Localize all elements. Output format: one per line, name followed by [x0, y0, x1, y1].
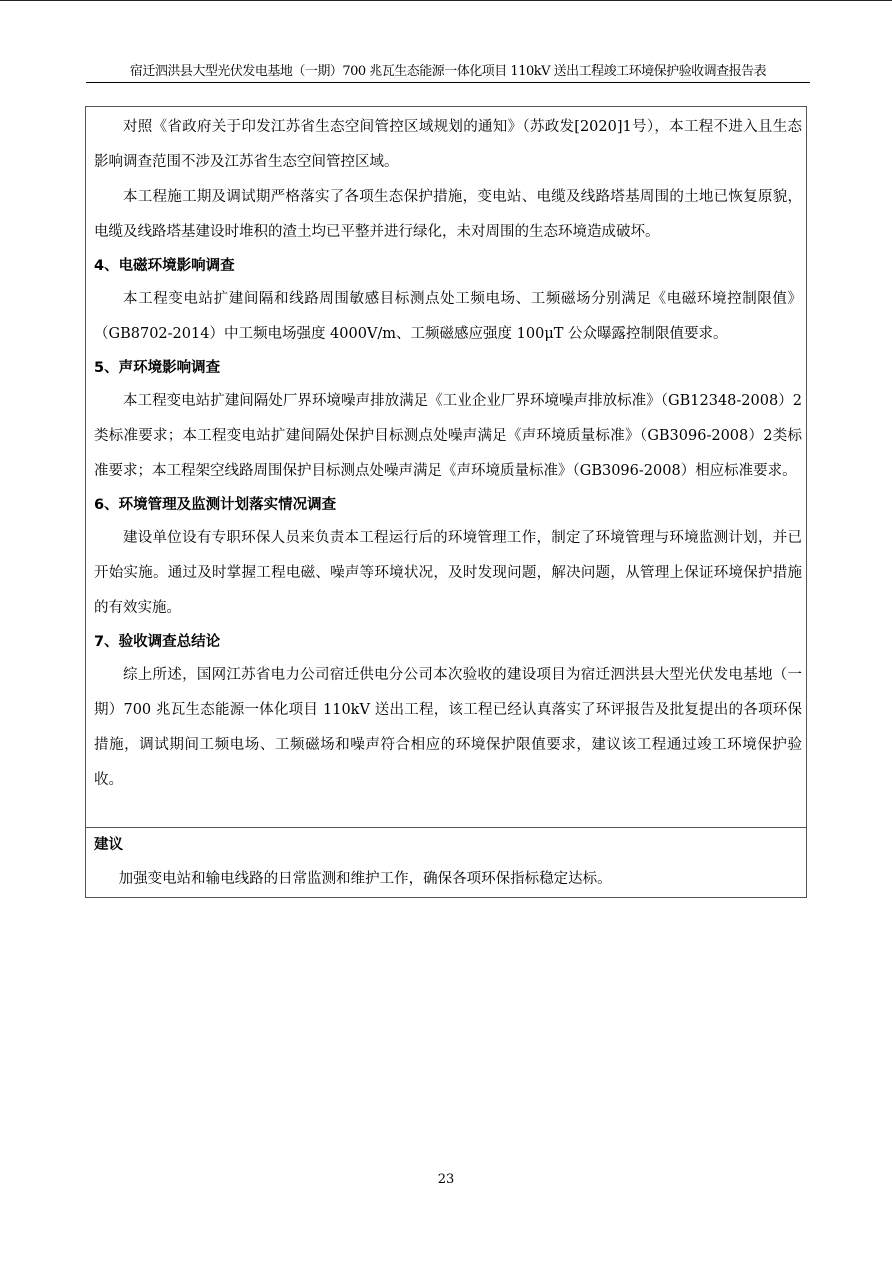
section-5-paragraph: 本工程变电站扩建间隔处厂界环境噪声排放满足《工业企业厂界环境噪声排放标准》（GB12348-2008）2类标准要求；本工程变电站扩建间隔处保护目标测点处噪声满足《声环境质量标准》（GB3096-2008）2类标准要求；本工程架空线路周围保护目标测点处噪声满足《声环境质量标准》（GB3096-2008）相应标准要求。 — [94, 393, 802, 479]
ecology-control-paragraph: 对照《省政府关于印发江苏省生态空间管控区域规划的通知》（苏政发[2020]1号），本工程不进入且生态影响调查范围不涉及江苏省生态空间管控区域。 — [94, 119, 802, 170]
suggestion-section — [94, 830, 802, 898]
header-rule — [86, 82, 810, 83]
section-5-heading: 5、声环境影响调查 — [94, 360, 221, 376]
suggestion-text: 加强变电站和输电线路的日常监测和维护工作，确保各项环保指标稳定达标。 — [118, 871, 612, 887]
ecology-measures-paragraph: 本工程施工期及调试期严格落实了各项生态保护措施，变电站、电缆及线路塔基周围的土地已恢复原貌，电缆及线路塔基建设时堆积的渣土均已平整并进行绿化，未对周围的生态环境造成破坏。 — [94, 189, 802, 240]
report-header-title: 宿迁泗洪县大型光伏发电基地（一期）700 兆瓦生态能源一体化项目 110kV 送出工程竣工环境保护验收调查报告表 — [129, 64, 767, 79]
investigation-content — [94, 110, 802, 798]
section-7-paragraph: 综上所述，国网江苏省电力公司宿迁供电分公司本次验收的建设项目为宿迁泗洪县大型光伏发电基地（一期）700 兆瓦生态能源一体化项目 110kV 送出工程，该工程已经认真落实了环评报告及批复提出的各项环保措施，调试期间工频电场、工频磁场和噪声符合相应的环境保护限值要求，建议该工程通过竣工环境保护验收。 — [94, 667, 802, 788]
section-6-heading: 6、环境管理及监测计划落实情况调查 — [94, 497, 337, 513]
top-border-line — [0, 0, 892, 1]
section-divider — [86, 827, 806, 828]
section-7-heading: 7、验收调查总结论 — [94, 634, 221, 650]
page-number: 23 — [437, 1172, 455, 1187]
suggestion-heading: 建议 — [94, 837, 123, 853]
section-4-heading: 4、电磁环境影响调查 — [94, 258, 235, 274]
section-4-paragraph: 本工程变电站扩建间隔和线路周围敏感目标测点处工频电场、工频磁场分别满足《电磁环境控制限值》（GB8702-2014）中工频电场强度 4000V/m、工频磁感应强度 100μT 公众曝露控制限值要求。 — [94, 291, 802, 342]
section-6-paragraph: 建设单位设有专职环保人员来负责本工程运行后的环境管理工作，制定了环境管理与环境监测计划，并已开始实施。通过及时掌握工程电磁、噪声等环境状况，及时发现问题，解决问题，从管理上保证环境保护措施的有效实施。 — [94, 530, 802, 616]
